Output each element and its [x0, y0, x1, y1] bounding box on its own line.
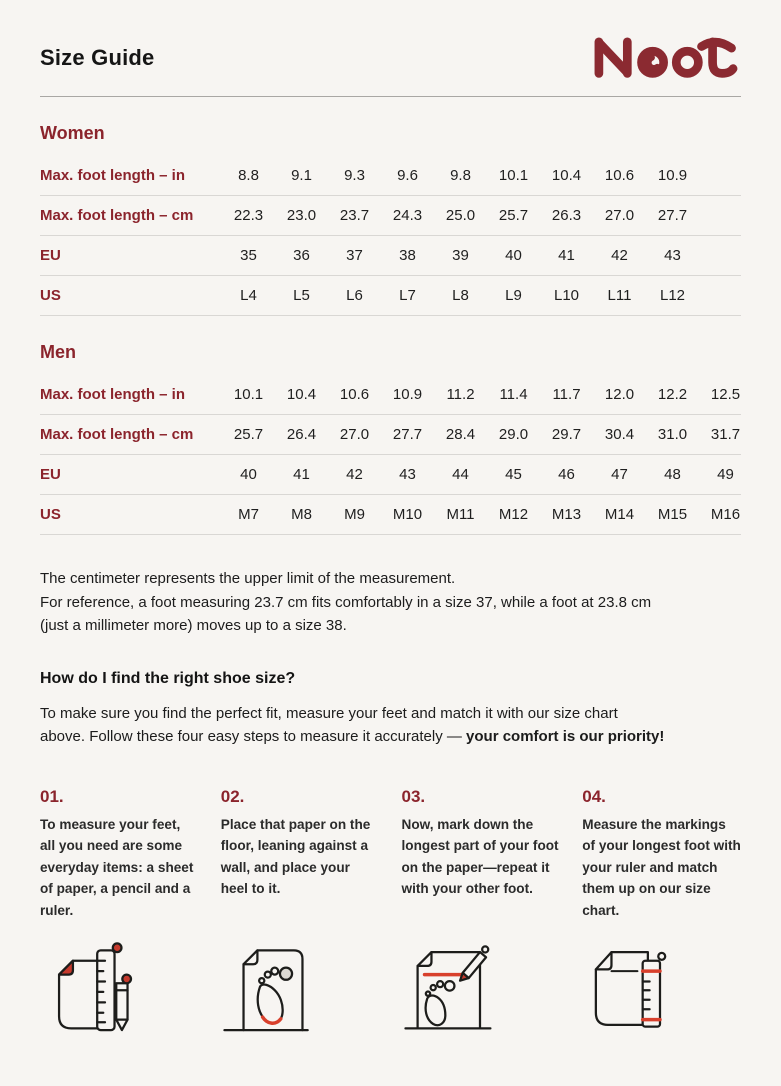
note-line: For reference, a foot measuring 23.7 cm fits comfortably in a size 37, while a foot at 23.8 cm — [40, 593, 652, 611]
size-value: M9 — [344, 506, 365, 523]
size-value: 36 — [293, 247, 310, 264]
size-value: 43 — [399, 466, 416, 483]
size-value: L10 — [553, 287, 580, 304]
naot-wordmark-icon — [591, 32, 741, 80]
size-value: M10 — [392, 506, 423, 523]
table-row-us — [40, 276, 741, 316]
size-value: M13 — [551, 506, 582, 523]
naot-logo — [591, 32, 741, 85]
size-value: 46 — [558, 466, 575, 483]
step-text: Now, mark down the longest part of your foot on the paper—repeat it with your other foot. — [401, 816, 559, 897]
step-number: 04. — [582, 786, 606, 806]
size-value: L9 — [505, 287, 522, 304]
intro-line: above. Follow these four easy steps to measure it accurately — your comfort is our priority! — [40, 728, 665, 745]
intro-bold-text: your comfort is our priority! — [466, 728, 665, 745]
size-value: 9.3 — [344, 167, 365, 184]
size-value: 10.1 — [233, 386, 264, 403]
size-value: 11.4 — [499, 386, 528, 403]
women-heading: Women — [40, 123, 105, 143]
size-value: 44 — [452, 466, 469, 483]
table-row-foot-length-cm — [40, 415, 741, 455]
size-value: 40 — [505, 247, 522, 264]
size-value: 29.7 — [551, 426, 582, 443]
size-value: 47 — [611, 466, 628, 483]
size-value: 12.5 — [710, 386, 741, 403]
size-value: 35 — [240, 247, 257, 264]
size-value: L6 — [346, 287, 363, 304]
row-values — [222, 386, 752, 403]
paper-ruler-pencil-icon — [40, 933, 144, 1037]
size-value: L4 — [240, 287, 257, 304]
size-value: 26.3 — [551, 207, 582, 224]
row-label: Max. foot length – cm — [40, 207, 194, 224]
size-value: 48 — [664, 466, 681, 483]
row-label: US — [40, 287, 61, 304]
women-size-table — [40, 123, 741, 316]
size-value: 10.9 — [657, 167, 688, 184]
row-values — [222, 287, 699, 304]
size-value: 10.6 — [604, 167, 635, 184]
row-label: Max. foot length – in — [40, 386, 185, 403]
measurement-note — [40, 567, 741, 638]
row-label: EU — [40, 466, 61, 483]
size-value: 23.7 — [339, 207, 370, 224]
header-divider — [40, 96, 741, 97]
men-size-table — [40, 342, 741, 535]
size-value: 8.8 — [238, 167, 259, 184]
step-text: To measure your feet, all you need are some everyday items: a sheet of paper, a pencil and a ruler. — [40, 816, 194, 918]
size-value: M8 — [291, 506, 312, 523]
step-1 — [40, 787, 199, 922]
step-icons-row — [40, 933, 741, 1037]
row-values — [222, 247, 699, 264]
size-value: L8 — [452, 287, 469, 304]
size-value: 11.2 — [446, 386, 475, 403]
size-value: 9.8 — [450, 167, 471, 184]
men-heading: Men — [40, 342, 76, 362]
table-row-foot-length-in — [40, 156, 741, 196]
size-value: 24.3 — [392, 207, 423, 224]
size-value: 29.0 — [498, 426, 529, 443]
size-value: 30.4 — [604, 426, 635, 443]
row-values — [222, 167, 699, 184]
size-value: 12.2 — [657, 386, 688, 403]
size-value: 23.0 — [286, 207, 317, 224]
step-2-icon-cell — [221, 933, 380, 1037]
row-values — [222, 426, 752, 443]
size-value: 31.0 — [657, 426, 688, 443]
note-line: (just a millimeter more) moves up to a size 38. — [40, 617, 347, 634]
size-value: M12 — [498, 506, 529, 523]
size-value: 26.4 — [286, 426, 317, 443]
size-value: 11.7 — [552, 386, 581, 403]
paper-ruler-marks-icon — [582, 933, 686, 1037]
size-value: 25.0 — [445, 207, 476, 224]
size-value: 41 — [293, 466, 310, 483]
size-value: 31.7 — [710, 426, 741, 443]
row-values — [222, 207, 699, 224]
row-label: Max. foot length – in — [40, 167, 185, 184]
size-value: M14 — [604, 506, 635, 523]
howto-intro — [40, 702, 741, 749]
step-number: 01. — [40, 786, 64, 806]
size-value: 27.0 — [604, 207, 635, 224]
size-value: 42 — [611, 247, 628, 264]
size-value: 43 — [664, 247, 681, 264]
size-value: 41 — [558, 247, 575, 264]
size-value: 12.0 — [604, 386, 635, 403]
step-2 — [221, 787, 380, 922]
page-title: Size Guide — [40, 45, 155, 70]
note-line: The centimeter represents the upper limit of the measurement. — [40, 570, 456, 587]
size-value: 28.4 — [445, 426, 476, 443]
size-value: 25.7 — [498, 207, 529, 224]
size-value: M15 — [657, 506, 688, 523]
step-1-icon-cell — [40, 933, 199, 1037]
size-value: L11 — [607, 287, 632, 304]
size-value: 25.7 — [233, 426, 264, 443]
size-value: 27.7 — [657, 207, 688, 224]
size-value: 27.7 — [392, 426, 423, 443]
steps-list — [40, 787, 741, 922]
size-value: 27.0 — [339, 426, 370, 443]
size-value: M16 — [710, 506, 741, 523]
step-4 — [582, 787, 741, 922]
table-row-eu — [40, 236, 741, 276]
table-row-eu — [40, 455, 741, 495]
size-value: L5 — [293, 287, 310, 304]
size-value: M11 — [446, 506, 475, 523]
size-value: 10.1 — [498, 167, 529, 184]
size-value: 42 — [346, 466, 363, 483]
size-value: 10.6 — [339, 386, 370, 403]
size-value: M7 — [238, 506, 259, 523]
size-value: 37 — [346, 247, 363, 264]
step-number: 02. — [220, 786, 245, 806]
size-value: 39 — [452, 247, 469, 264]
size-value: L7 — [399, 287, 416, 304]
size-value: 9.6 — [397, 167, 418, 184]
size-value: 10.4 — [286, 386, 317, 403]
intro-line: To make sure you find the perfect fit, measure your feet and match it with our size chart — [40, 704, 618, 722]
size-value: 10.4 — [551, 167, 582, 184]
row-label: Max. foot length – cm — [40, 426, 194, 443]
size-value: 9.1 — [291, 167, 312, 184]
step-3-icon-cell — [402, 933, 561, 1037]
row-values — [222, 466, 752, 483]
step-3 — [402, 787, 561, 922]
paper-footprint-heel-icon — [221, 933, 325, 1037]
howto-heading: How do I find the right shoe size? — [40, 669, 296, 687]
row-label: EU — [40, 247, 61, 264]
size-value: 49 — [717, 466, 734, 483]
paper-footprint-mark-pencil-icon — [402, 933, 506, 1037]
size-value: 45 — [505, 466, 522, 483]
size-value: L12 — [659, 287, 686, 304]
page-header — [40, 30, 741, 86]
table-row-foot-length-cm — [40, 196, 741, 236]
step-text: Measure the markings of your longest foot with your ruler and match them up on our size chart. — [582, 816, 741, 918]
step-number: 03. — [401, 786, 426, 806]
step-4-icon-cell — [582, 933, 741, 1037]
size-value: 22.3 — [233, 207, 264, 224]
size-value: 38 — [399, 247, 416, 264]
table-row-us — [40, 495, 741, 535]
size-value: 10.9 — [392, 386, 423, 403]
step-text: Place that paper on the floor, leaning against a wall, and place your heel to it. — [220, 816, 371, 897]
size-value: 40 — [240, 466, 257, 483]
row-values — [222, 506, 752, 523]
table-row-foot-length-in — [40, 375, 741, 415]
row-label: US — [40, 506, 61, 523]
